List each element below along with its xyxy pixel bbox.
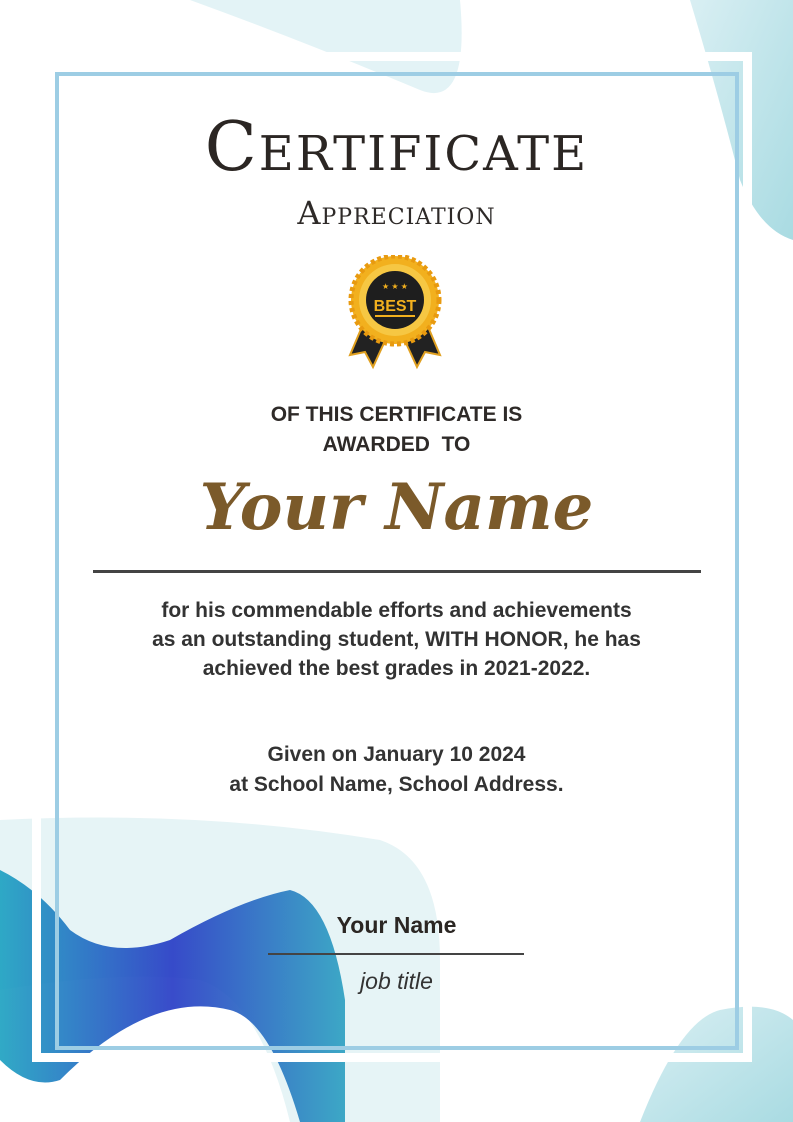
certificate-body [0, 596, 793, 683]
signer-name: Your Name [336, 912, 457, 938]
award-line-1: OF THIS CERTIFICATE IS [270, 403, 523, 426]
given-date: Given on January 10 2024 [267, 743, 526, 766]
best-award-badge-icon [345, 255, 445, 375]
body-line-1: for his commendable efforts and achievements [161, 599, 632, 622]
signer-job-title: job title [360, 968, 433, 994]
award-statement [0, 400, 793, 460]
recipient-name: Your Name [199, 470, 594, 545]
name-divider [93, 570, 701, 573]
given-location: at School Name, School Address. [229, 773, 564, 796]
award-line-2: AWARDED TO [322, 433, 471, 456]
body-line-3: achieved the best grades in 2021-2022. [202, 657, 591, 680]
given-info [0, 740, 793, 800]
body-line-2: as an outstanding student, WITH HONOR, he has [152, 628, 641, 651]
certificate-title: Certificate [204, 108, 589, 187]
signature-line [268, 953, 524, 955]
svg-text:★ ★ ★: ★ ★ ★ [382, 282, 408, 291]
certificate-subtitle: Appreciation [297, 194, 496, 232]
badge-text: BEST [373, 298, 417, 315]
